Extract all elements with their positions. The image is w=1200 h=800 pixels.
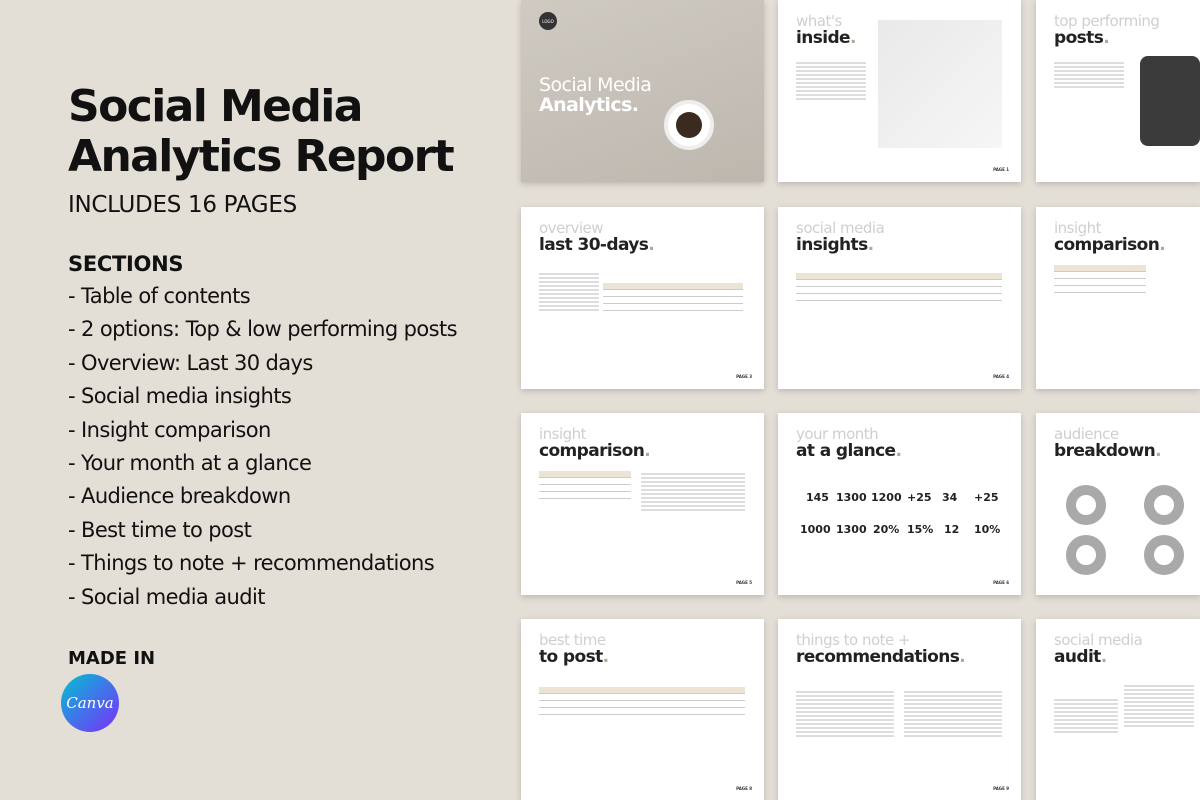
page-title-bold: breakdown . [1054, 442, 1161, 460]
sections-list [68, 280, 508, 614]
page-title-light: your month [796, 425, 879, 443]
section-item: - Audience breakdown [68, 484, 291, 509]
page-number: PAGE 8 [736, 786, 752, 791]
page-number: PAGE 4 [993, 374, 1009, 379]
page-title-bold: posts . [1054, 29, 1109, 47]
page-title-bold: to post . [539, 648, 608, 666]
contents-list [796, 62, 866, 102]
page-number: PAGE 5 [736, 580, 752, 585]
canva-logo-icon: Canva [61, 674, 119, 732]
report-title [68, 82, 508, 182]
page-title-light: overview [539, 219, 603, 237]
desk-photo [878, 20, 1002, 148]
page-number: PAGE 9 [993, 786, 1009, 791]
stat-value: 10% [974, 523, 1001, 536]
section-item: - Social media audit [68, 584, 265, 609]
page-title-bold: comparison . [1054, 236, 1165, 254]
cover-title-light: Social Media [539, 74, 652, 96]
page-title-bold: inside . [796, 29, 856, 47]
stat-value: 20% [873, 523, 900, 536]
stat-value: 34 [942, 491, 958, 504]
section-item: - Table of contents [68, 284, 251, 308]
page-title-light: insight [539, 425, 587, 443]
section-item: - Insight comparison [68, 417, 271, 442]
section-item: - Your month at a glance [68, 451, 312, 476]
page-insights [778, 207, 1021, 389]
page-comparison-b [521, 413, 764, 595]
stat-value: 1200 [871, 491, 902, 504]
page-title-bold: audit . [1054, 648, 1107, 666]
includes-pages: INCLUDES 16 PAGES [68, 192, 297, 218]
recommendations-text [796, 691, 894, 739]
page-recommendations [778, 619, 1021, 800]
page-title-light: top performing [1054, 12, 1160, 30]
page-number: PAGE 1 [993, 167, 1009, 172]
stat-value: +25 [974, 491, 999, 504]
comparison-table [1054, 265, 1146, 293]
page-title-light: what's [796, 12, 842, 30]
page-number: PAGE 3 [736, 374, 752, 379]
stat-value: 12 [944, 523, 960, 536]
page-title-bold: last 30-days . [539, 236, 654, 254]
page-audience [1036, 413, 1200, 595]
page-glance [778, 413, 1021, 595]
section-item: - Overview: Last 30 days [68, 350, 313, 375]
page-title-light: social media [1054, 631, 1143, 649]
coffee-cup-icon [664, 100, 714, 150]
page-cover [521, 0, 764, 182]
donut-chart-icon [1144, 485, 1184, 525]
page-title-light: audience [1054, 425, 1119, 443]
stat-value: 1300 [836, 491, 867, 504]
page-title-light: insight [1054, 219, 1102, 237]
page-audit [1036, 619, 1200, 800]
audit-checklist [1124, 685, 1194, 729]
made-in-label: MADE IN [68, 648, 156, 670]
stat-value: +25 [907, 491, 932, 504]
comparison-notes [641, 473, 745, 513]
insights-table [796, 273, 1002, 301]
page-title-bold: at a glance . [796, 442, 901, 460]
section-item: - Best time to post [68, 517, 252, 542]
recommendations-text [904, 691, 1002, 739]
title-line-2: Analytics Report [68, 131, 454, 182]
section-item: - Social media insights [68, 384, 292, 409]
stat-value: 1300 [836, 523, 867, 536]
donut-chart-icon [1066, 485, 1106, 525]
schedule-table [539, 687, 745, 715]
donut-chart-icon [1066, 535, 1106, 575]
intro-panel [68, 82, 508, 669]
page-top-posts [1036, 0, 1200, 182]
logo-badge: LOGO [539, 12, 557, 30]
section-item: - Things to note + recommendations [68, 551, 435, 576]
stat-value: 15% [907, 523, 934, 536]
comparison-table [539, 471, 631, 499]
donut-chart-icon [1144, 535, 1184, 575]
title-line-1: Social Media [68, 81, 362, 132]
page-title-light: best time [539, 631, 606, 649]
page-title-light: things to note + [796, 631, 911, 649]
overview-text [539, 273, 599, 313]
page-title-bold: insights . [796, 236, 873, 254]
section-item: - 2 options: Top & low performing posts [68, 317, 457, 342]
page-inside [778, 0, 1021, 182]
page-title-bold: comparison . [539, 442, 650, 460]
page-number: PAGE 6 [993, 580, 1009, 585]
cover-title-bold: Analytics. [539, 94, 639, 116]
metrics-table [603, 283, 743, 311]
posts-text [1054, 62, 1124, 90]
page-best-time [521, 619, 764, 800]
page-title-light: social media [796, 219, 885, 237]
sections-heading: SECTIONS [68, 252, 184, 276]
page-title-bold: recommendations . [796, 648, 965, 666]
phone-mockup [1140, 56, 1200, 146]
stat-value: 145 [806, 491, 829, 504]
page-overview [521, 207, 764, 389]
stat-value: 1000 [800, 523, 831, 536]
page-previews [521, 0, 1200, 800]
page-comparison-a [1036, 207, 1200, 389]
audit-notes [1054, 699, 1118, 735]
